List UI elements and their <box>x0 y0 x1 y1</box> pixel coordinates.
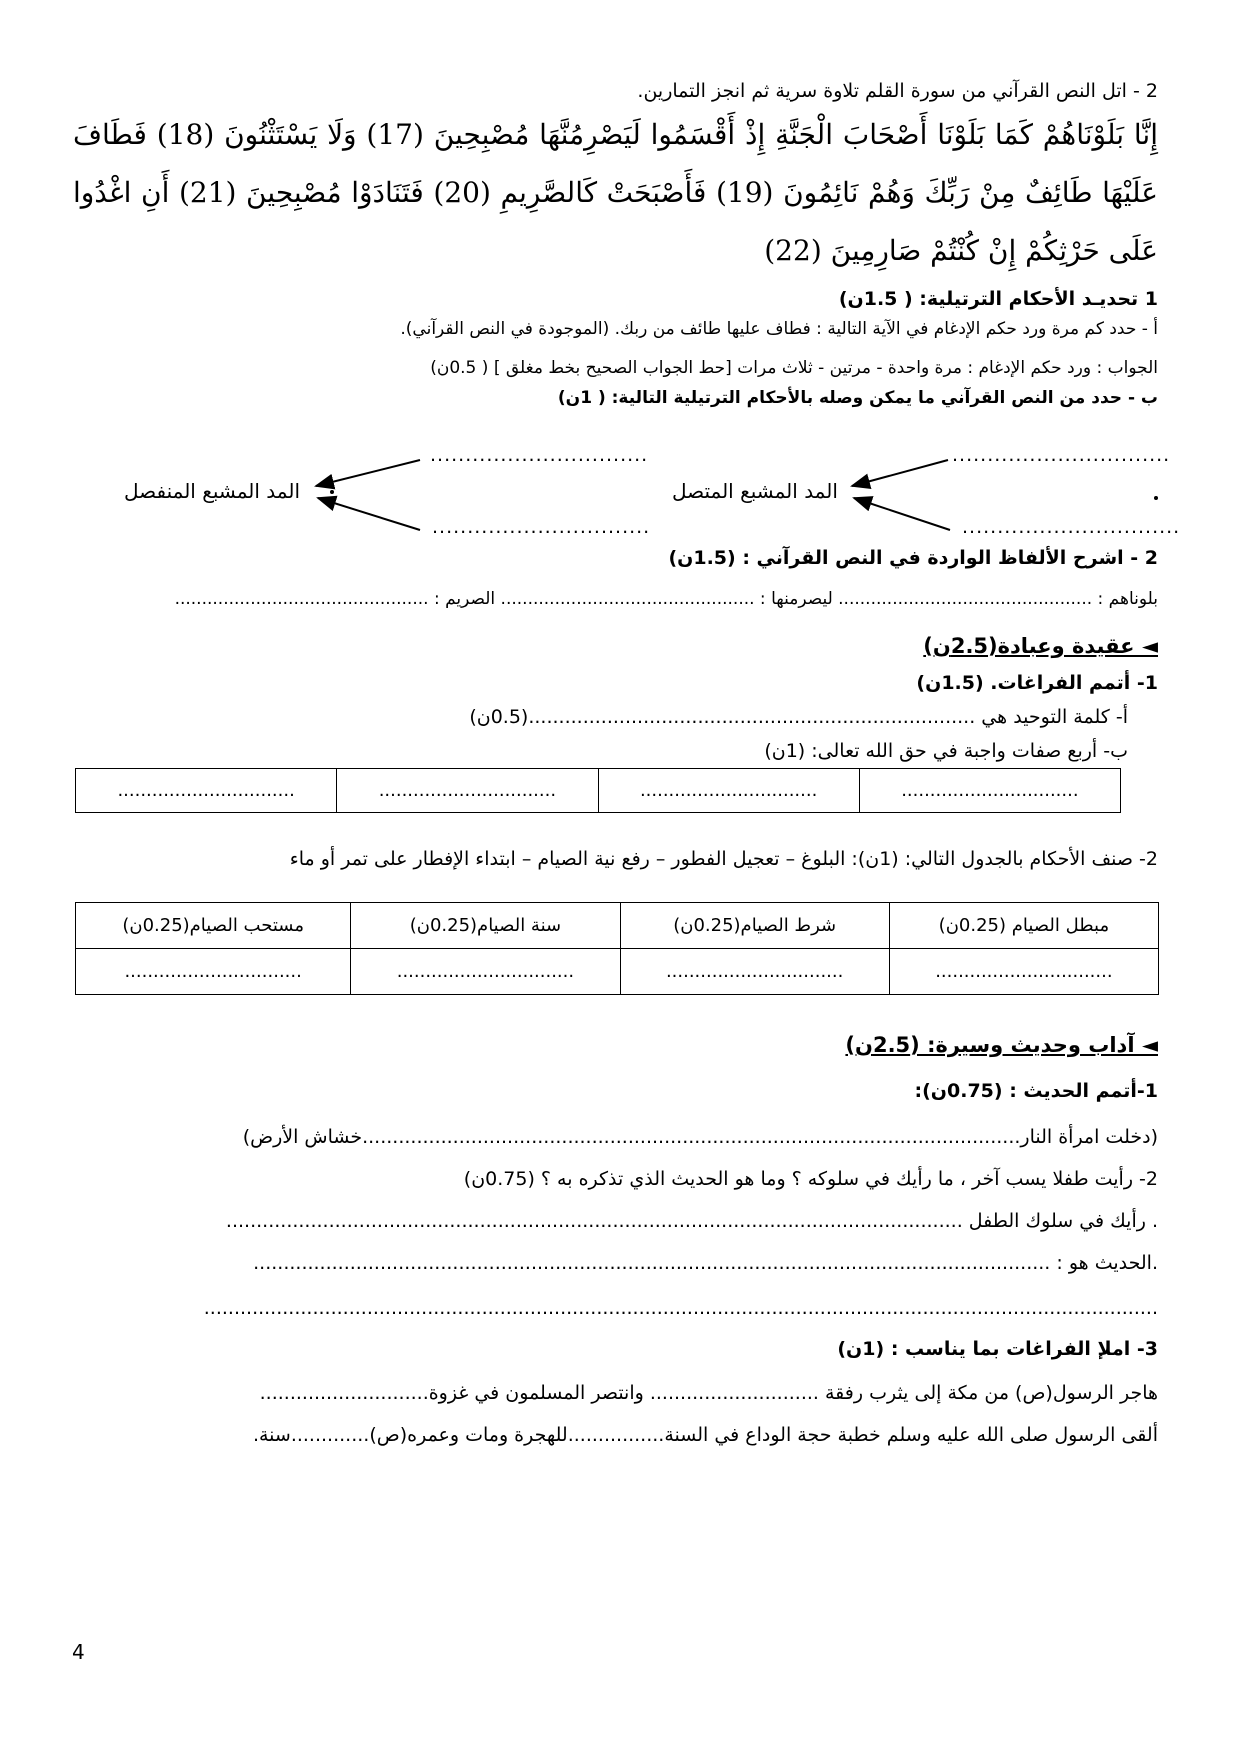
adab-q3-title: 3- املإ الفراغات بما يناسب : (1ن) <box>837 1338 1158 1360</box>
attribute-cell[interactable]: ............................... <box>76 769 337 813</box>
munfasil-top-blank: ............................... <box>430 444 649 466</box>
aqida-title: ◄ عقيدة وعبادة(2.5ن) <box>923 634 1158 658</box>
muttasil-bottom-blank: ............................... <box>962 516 1181 538</box>
q2-title: 2 - اشرح الألفاظ الواردة في النص القرآني : (1.5ن) <box>668 547 1158 569</box>
table-cell[interactable]: ............................... <box>889 949 1158 995</box>
attributes-table <box>75 768 1121 813</box>
fasting-rulings-table <box>75 902 1159 995</box>
sira-line-2: ألقى الرسول صلى الله عليه وسلم خطبة حجة الوداع في السنة................للهجرة ومات وعمره(ص).............سنة. <box>252 1424 1158 1446</box>
aqida-q2-line: 2- صنف الأحكام بالجدول التالي: (1ن): البلوغ – تعجيل الفطور – رفع نية الصيام – ابتداء الإفطار على تمر أو ماء <box>289 848 1158 870</box>
quran-verses: إِنَّا بَلَوْنَاهُمْ كَمَا بَلَوْنَا أَصْحَابَ الْجَنَّةِ إِذْ أَقْسَمُوا لَيَصْرِمُنَّهَا مُصْبِحِينَ (17) وَلَا يَسْتَثْنُونَ (18) فَطَافَ عَلَيْهَا طَائِفٌ مِنْ رَبِّكَ وَهُمْ نَائِمُونَ (19) فَأَصْبَحَتْ كَالصَّرِيمِ (20) فَتَنَادَوْا مُصْبِحِينَ (21) أَنِ اغْدُوا عَلَى حَرْثِكُمْ إِنْ كُنْتُمْ صَارِمِينَ (22) <box>73 118 1159 267</box>
dot-marker <box>1154 496 1158 500</box>
q1b-text: ب - حدد من النص القرآني ما يمكن وصله بالأحكام الترتيلية التالية: ( 1ن) <box>557 388 1158 408</box>
q2-words-line: بلوناهم : ............................................... ليصرمنها : ............................................... الصريم : ............................................... <box>174 589 1158 609</box>
arrow-muttasil-bottom <box>854 498 950 530</box>
table-header: مستحب الصيام(0.25ن) <box>76 903 351 949</box>
munfasil-bottom-blank: ............................... <box>432 516 651 538</box>
sira-line-1: هاجر الرسول(ص) من مكة إلى يثرب رفقة ............................ وانتصر المسلمون في غزوة............................ <box>259 1382 1158 1404</box>
arrow-muttasil-top <box>852 460 948 486</box>
page-number: 4 <box>72 1640 85 1664</box>
adab-q1-title: 1-أتمم الحديث : (0.75ن): <box>914 1080 1158 1102</box>
attribute-cell[interactable]: ............................... <box>598 769 859 813</box>
table-header: مبطل الصيام (0.25ن) <box>889 903 1158 949</box>
table-header: سنة الصيام(0.25ن) <box>351 903 620 949</box>
aqida-q1a: أ- كلمة التوحيد هي ..........................................................................(0.5ن) <box>469 706 1128 728</box>
muttasil-top-blank: ............................... <box>952 444 1171 466</box>
adab-q2-title: 2- رأيت طفلا يسب آخر ، ما رأيك في سلوكه ؟ وما هو الحديث الذي تذكره به ؟ (0.75ن) <box>463 1168 1158 1190</box>
q1a-answer: الجواب : ورد حكم الإدغام : مرة واحدة - مرتين - ثلاث مرات [حط الجواب الصحيح بخط مغلق ] ( 0.5ن) <box>430 358 1158 378</box>
attribute-cell[interactable]: ............................... <box>859 769 1120 813</box>
q1-title: 1 تحديـد الأحكام الترتيلية: ( 1.5ن) <box>838 288 1158 310</box>
dot-marker <box>330 490 334 494</box>
aqida-q1-title: 1- أتمم الفراغات. (1.5ن) <box>916 672 1158 694</box>
arrow-munfasil-bottom <box>318 498 420 530</box>
aqida-q1b: ب- أربع صفات واجبة في حق الله تعالى: (1ن) <box>764 740 1128 762</box>
extra-answer-line: .............................................................................................................................................................. <box>203 1297 1158 1319</box>
hadith-fill-line: (دخلت امرأة النار.............................................................................................................خشاش الأرض) <box>242 1126 1158 1148</box>
madd-muttasil-label: المد المشبع المتصل <box>672 479 838 503</box>
quran-instruction: 2 - اتل النص القرآني من سورة القلم تلاوة سرية ثم انجز التمارين. <box>637 80 1158 102</box>
adab-title: ◄ آداب وحديث وسيرة: (2.5ن) <box>845 1033 1158 1057</box>
madd-munfasil-label: المد المشبع المنفصل <box>124 479 301 503</box>
q1a-text: أ - حدد كم مرة ورد حكم الإدغام في الآية التالية : فطاف عليها طائف من ربك. (الموجودة في النص القرآني). <box>400 319 1158 339</box>
table-cell[interactable]: ............................... <box>351 949 620 995</box>
arrow-munfasil-top <box>316 460 420 486</box>
opinion-line: . رأيك في سلوك الطفل .......................................................................................................................... <box>225 1210 1158 1232</box>
table-header: شرط الصيام(0.25ن) <box>620 903 889 949</box>
table-cell[interactable]: ............................... <box>76 949 351 995</box>
attribute-cell[interactable]: ............................... <box>337 769 598 813</box>
table-cell[interactable]: ............................... <box>620 949 889 995</box>
hadith-answer-line: .الحديث هو : .................................................................................................................................... <box>253 1252 1158 1274</box>
